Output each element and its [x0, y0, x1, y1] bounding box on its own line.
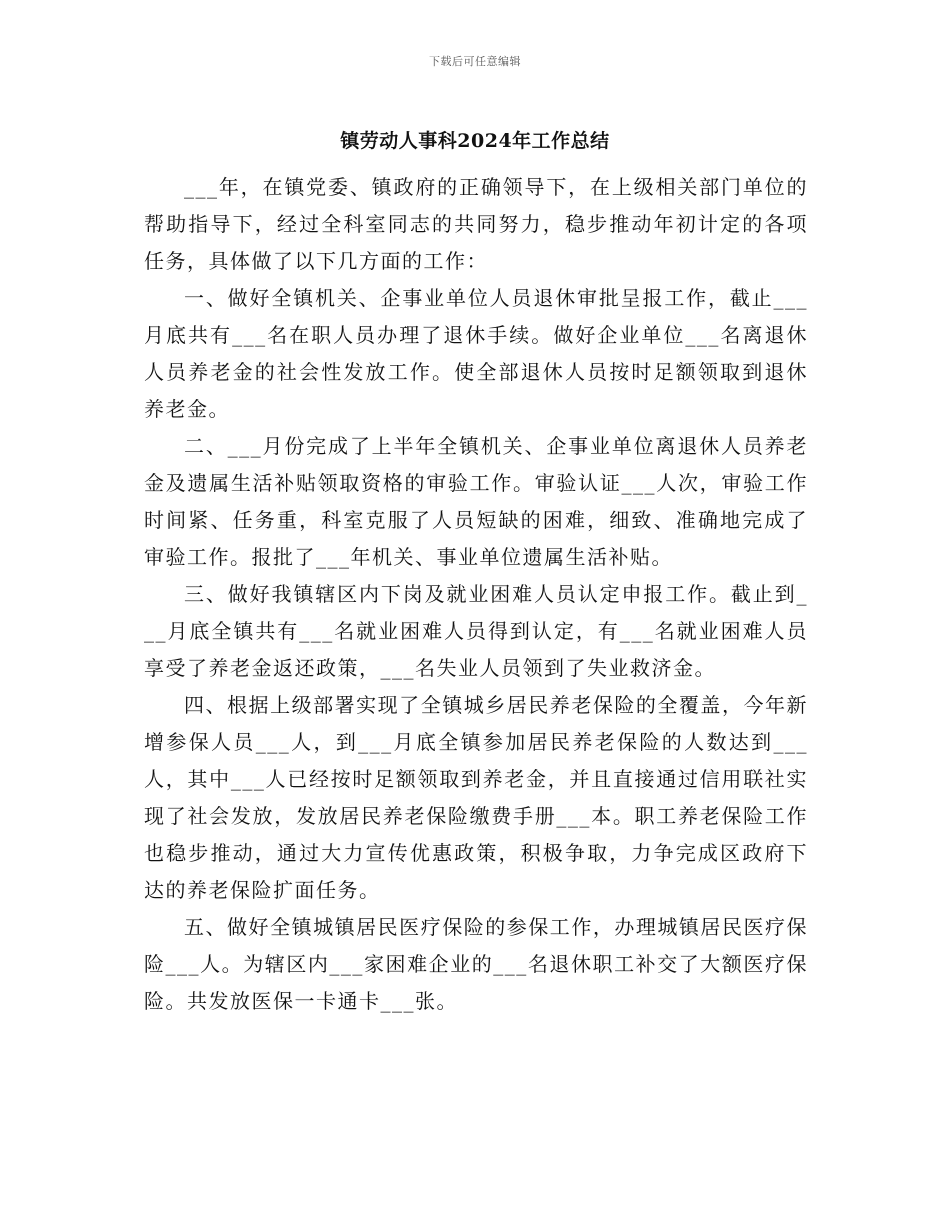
page-header-note: 下载后可任意编辑 [429, 55, 521, 68]
document-title: 镇劳动人事科2024年工作总结 [340, 130, 610, 152]
paragraph-section-2: 二、___月份完成了上半年全镇机关、企事业单位离退休人员养老金及遗属生活补贴领取资格的审验工作。审验认证___人次，审验工作时间紧、任务重，科室克服了人员短缺的困难，细致、准确地完成了审验工作。报批了___年机关、事业单位遗属生活补贴。 [144, 434, 808, 569]
paragraph-section-5: 五、做好全镇城镇居民医疗保险的参保工作，办理城镇居民医疗保险___人。为辖区内___家困难企业的___名退休职工补交了大额医疗保险。共发放医保一卡通卡___张。 [144, 915, 808, 1013]
document-body [144, 169, 808, 1020]
paragraph-section-3: 三、做好我镇辖区内下岗及就业困难人员认定申报工作。截止到___月底全镇共有___名就业困难人员得到认定，有___名就业困难人员享受了养老金返还政策，___名失业人员领到了失业救济金。 [144, 582, 808, 680]
paragraph-section-4: 四、根据上级部署实现了全镇城乡居民养老保险的全覆盖，今年新增参保人员___人，到___月底全镇参加居民养老保险的人数达到___人，其中___人已经按时足额领取到养老金，并且直接通过信用联社实现了社会发放，发放居民养老保险缴费手册___本。职工养老保险工作也稳步推动，通过大力宣传优惠政策，积极争取，力争完成区政府下达的养老保险扩面任务。 [144, 693, 808, 902]
paragraph-intro: ___年，在镇党委、镇政府的正确领导下，在上级相关部门单位的帮助指导下，经过全科室同志的共同努力，稳步推动年初计定的各项任务，具体做了以下几方面的工作： [144, 175, 808, 273]
paragraph-section-1: 一、做好全镇机关、企事业单位人员退休审批呈报工作，截止___月底共有___名在职人员办理了退休手续。做好企业单位___名离退休人员养老金的社会性发放工作。使全部退休人员按时足额领取到退休养老金。 [144, 286, 808, 421]
